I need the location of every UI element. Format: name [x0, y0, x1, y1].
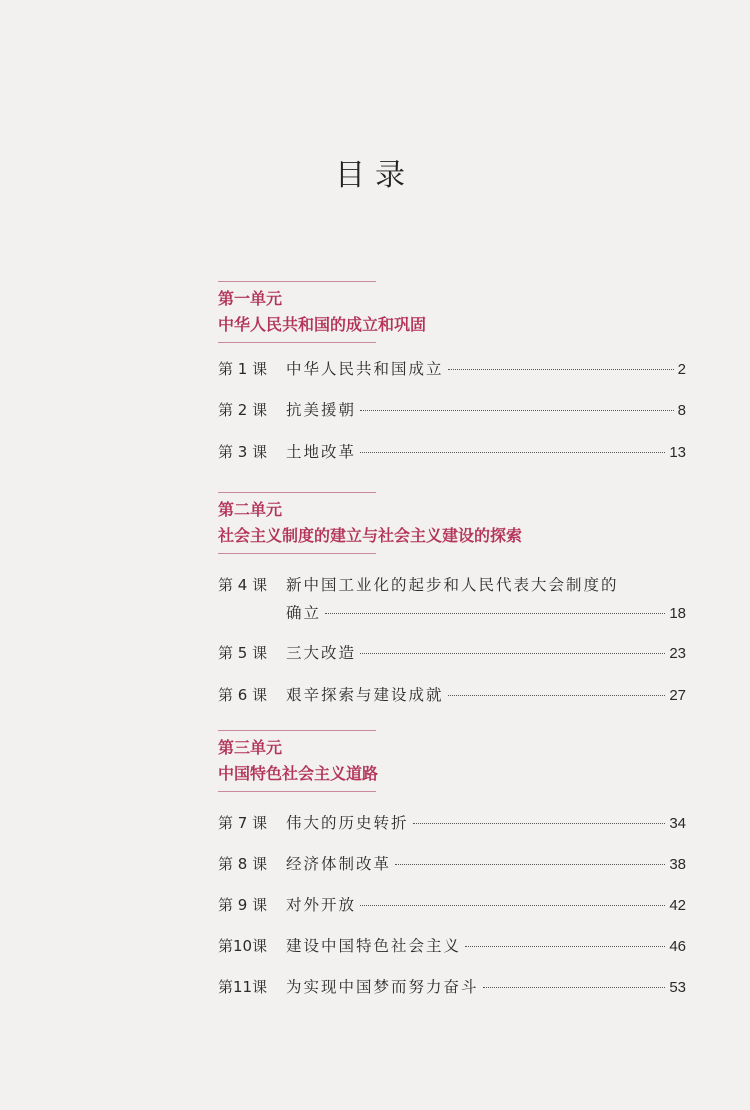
- dot-leader: [448, 369, 674, 370]
- dot-leader: [360, 653, 665, 654]
- toc-entry[interactable]: [218, 683, 686, 708]
- dot-leader: [360, 452, 665, 453]
- lesson-number: 第 6 课: [218, 686, 268, 704]
- lesson-title: 伟大的历史转折: [286, 814, 409, 832]
- unit-rule: [218, 791, 376, 792]
- toc-entry[interactable]: [218, 811, 686, 836]
- lesson-title: 对外开放: [286, 896, 357, 914]
- dot-leader: [325, 613, 665, 614]
- dot-leader: [413, 823, 666, 824]
- toc-entry[interactable]: [218, 641, 686, 666]
- page-number: 13: [669, 444, 686, 461]
- page-number: 53: [669, 979, 686, 996]
- page-number: 8: [677, 402, 686, 419]
- toc-entry[interactable]: [218, 357, 686, 382]
- lesson-number: 第 4 课: [218, 576, 268, 594]
- lesson-number: 第 8 课: [218, 855, 268, 873]
- page-number: 2: [677, 361, 686, 378]
- lesson-number: 第 2 课: [218, 401, 268, 419]
- unit-rule: [218, 553, 376, 554]
- page-number: 34: [669, 815, 686, 832]
- lesson-number: 第 7 课: [218, 814, 268, 832]
- unit-rule: [218, 281, 376, 282]
- lesson-number: 第11课: [218, 978, 268, 996]
- page-number: 23: [669, 645, 686, 662]
- unit-label: 第二单元: [218, 500, 283, 519]
- unit-title: 中华人民共和国的成立和巩固: [218, 315, 427, 334]
- dot-leader: [448, 695, 666, 696]
- dot-leader: [483, 987, 666, 988]
- lesson-number: 第 5 课: [218, 644, 268, 662]
- unit-header: [218, 281, 688, 343]
- lesson-title: 中华人民共和国成立: [286, 360, 444, 378]
- page-number: 46: [669, 938, 686, 955]
- toc-entry[interactable]: [218, 893, 686, 918]
- toc-entry[interactable]: [218, 398, 686, 423]
- lesson-title: 为实现中国梦而努力奋斗: [286, 978, 479, 996]
- page-number: 38: [669, 856, 686, 873]
- toc-entry[interactable]: [218, 573, 686, 626]
- dot-leader: [395, 864, 665, 865]
- page-number: 18: [669, 605, 686, 622]
- dot-leader: [465, 946, 665, 947]
- unit-label: 第三单元: [218, 738, 283, 757]
- toc-entry[interactable]: [218, 975, 686, 1000]
- lesson-title: 抗美援朝: [286, 401, 357, 419]
- lesson-number: 第10课: [218, 937, 268, 955]
- lesson-title: 三大改造: [286, 644, 357, 662]
- unit-header: [218, 730, 688, 792]
- page-number: 42: [669, 897, 686, 914]
- lesson-title: 艰辛探索与建设成就: [286, 686, 444, 704]
- unit-rule: [218, 492, 376, 493]
- unit-rule: [218, 730, 376, 731]
- unit-header: [218, 492, 688, 554]
- page-number: 27: [669, 687, 686, 704]
- lesson-number: 第 1 课: [218, 360, 268, 378]
- lesson-title: 建设中国特色社会主义: [286, 937, 462, 955]
- lesson-title: 土地改革: [286, 443, 357, 461]
- lesson-number: 第 9 课: [218, 896, 268, 914]
- unit-rule: [218, 342, 376, 343]
- page-title: 目录: [335, 158, 415, 193]
- unit-title: 社会主义制度的建立与社会主义建设的探索: [218, 526, 523, 545]
- toc-entry[interactable]: [218, 852, 686, 877]
- dot-leader: [360, 410, 674, 411]
- lesson-title-continued: 确立: [286, 604, 322, 622]
- toc-entry[interactable]: [218, 934, 686, 959]
- lesson-title: 新中国工业化的起步和人民代表大会制度的: [286, 576, 619, 594]
- toc-entry[interactable]: [218, 440, 686, 465]
- lesson-number: 第 3 课: [218, 443, 268, 461]
- dot-leader: [360, 905, 665, 906]
- lesson-title: 经济体制改革: [286, 855, 392, 873]
- unit-label: 第一单元: [218, 289, 283, 308]
- unit-title: 中国特色社会主义道路: [218, 764, 379, 783]
